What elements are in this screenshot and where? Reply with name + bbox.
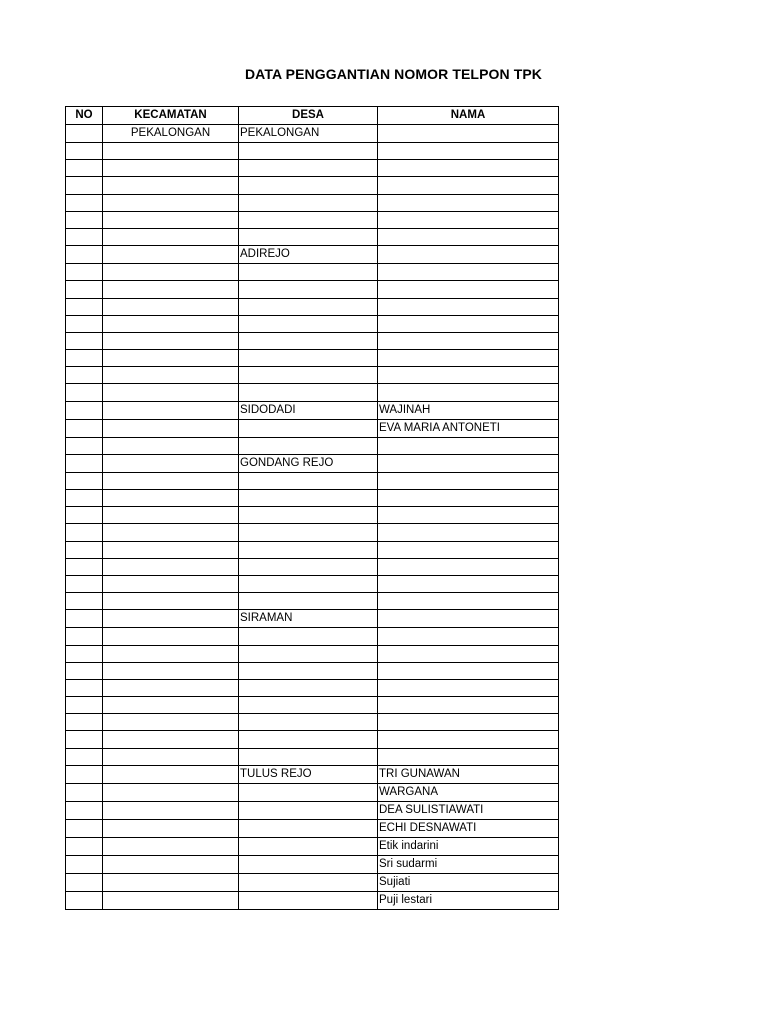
cell-no — [66, 837, 103, 855]
cell-kecamatan — [103, 228, 239, 245]
cell-desa — [239, 228, 378, 245]
cell-no — [66, 281, 103, 298]
cell-no — [66, 437, 103, 454]
table-row — [66, 679, 559, 696]
cell-nama — [378, 524, 559, 541]
cell-desa: GONDANG REJO — [239, 454, 378, 472]
cell-kecamatan — [103, 697, 239, 714]
cell-kecamatan — [103, 350, 239, 367]
table-row — [66, 541, 559, 558]
table-row — [66, 873, 559, 891]
cell-desa — [239, 748, 378, 765]
cell-no — [66, 541, 103, 558]
cell-kecamatan — [103, 315, 239, 332]
cell-no — [66, 419, 103, 437]
cell-desa: ADIREJO — [239, 246, 378, 264]
cell-nama — [378, 246, 559, 264]
table-row — [66, 610, 559, 628]
cell-nama — [378, 541, 559, 558]
cell-nama — [378, 472, 559, 489]
table-row — [66, 731, 559, 748]
cell-nama — [378, 125, 559, 143]
cell-kecamatan — [103, 454, 239, 472]
cell-desa — [239, 419, 378, 437]
cell-nama — [378, 367, 559, 384]
cell-kecamatan — [103, 332, 239, 349]
cell-nama — [378, 748, 559, 765]
cell-no — [66, 194, 103, 211]
cell-desa — [239, 873, 378, 891]
cell-no — [66, 801, 103, 819]
cell-kecamatan — [103, 731, 239, 748]
cell-no — [66, 610, 103, 628]
cell-nama — [378, 593, 559, 610]
cell-desa: TULUS REJO — [239, 765, 378, 783]
cell-kecamatan — [103, 783, 239, 801]
cell-kecamatan — [103, 281, 239, 298]
cell-nama — [378, 697, 559, 714]
cell-nama — [378, 490, 559, 507]
cell-no — [66, 873, 103, 891]
cell-kecamatan — [103, 714, 239, 731]
cell-desa — [239, 714, 378, 731]
table-row — [66, 194, 559, 211]
table-row — [66, 628, 559, 645]
cell-kecamatan — [103, 367, 239, 384]
table-row — [66, 143, 559, 160]
cell-desa — [239, 855, 378, 873]
cell-no — [66, 177, 103, 194]
cell-nama: Puji lestari — [378, 891, 559, 909]
cell-nama — [378, 714, 559, 731]
cell-desa — [239, 281, 378, 298]
cell-no — [66, 558, 103, 575]
table-row — [66, 507, 559, 524]
cell-nama — [378, 315, 559, 332]
cell-nama: TRI GUNAWAN — [378, 765, 559, 783]
table-row — [66, 401, 559, 419]
cell-desa — [239, 194, 378, 211]
cell-kecamatan — [103, 593, 239, 610]
cell-no — [66, 679, 103, 696]
cell-nama: Sujiati — [378, 873, 559, 891]
header-nama: NAMA — [378, 107, 559, 125]
cell-nama — [378, 384, 559, 401]
cell-no — [66, 384, 103, 401]
table-row — [66, 490, 559, 507]
cell-desa — [239, 645, 378, 662]
cell-nama — [378, 228, 559, 245]
cell-desa — [239, 628, 378, 645]
cell-no — [66, 575, 103, 592]
cell-nama — [378, 628, 559, 645]
table-row — [66, 524, 559, 541]
cell-no — [66, 211, 103, 228]
cell-kecamatan — [103, 873, 239, 891]
table-row — [66, 228, 559, 245]
cell-kecamatan — [103, 472, 239, 489]
cell-nama — [378, 160, 559, 177]
table-row — [66, 837, 559, 855]
cell-desa: SIDODADI — [239, 401, 378, 419]
cell-no — [66, 662, 103, 679]
cell-no — [66, 645, 103, 662]
cell-nama — [378, 281, 559, 298]
table-row — [66, 211, 559, 228]
cell-nama — [378, 575, 559, 592]
cell-kecamatan — [103, 819, 239, 837]
cell-no — [66, 160, 103, 177]
cell-no — [66, 264, 103, 281]
table-row — [66, 748, 559, 765]
cell-desa — [239, 437, 378, 454]
cell-desa — [239, 783, 378, 801]
cell-desa — [239, 731, 378, 748]
cell-kecamatan — [103, 748, 239, 765]
cell-desa — [239, 524, 378, 541]
header-no: NO — [66, 107, 103, 125]
cell-desa — [239, 837, 378, 855]
cell-nama — [378, 211, 559, 228]
cell-kecamatan — [103, 679, 239, 696]
cell-desa — [239, 350, 378, 367]
data-table — [65, 106, 559, 910]
cell-desa — [239, 662, 378, 679]
table-row — [66, 472, 559, 489]
cell-nama: EVA MARIA ANTONETI — [378, 419, 559, 437]
table-header-row — [66, 107, 559, 125]
cell-desa: PEKALONGAN — [239, 125, 378, 143]
cell-nama — [378, 610, 559, 628]
cell-kecamatan — [103, 662, 239, 679]
table-body — [66, 125, 559, 910]
cell-no — [66, 367, 103, 384]
table-row — [66, 177, 559, 194]
cell-kecamatan — [103, 143, 239, 160]
table-row — [66, 801, 559, 819]
table-row — [66, 558, 559, 575]
table-row — [66, 891, 559, 909]
table-row — [66, 819, 559, 837]
cell-no — [66, 891, 103, 909]
cell-desa — [239, 472, 378, 489]
table-row — [66, 160, 559, 177]
cell-kecamatan — [103, 645, 239, 662]
cell-no — [66, 783, 103, 801]
table-row — [66, 125, 559, 143]
cell-kecamatan — [103, 264, 239, 281]
table-row — [66, 281, 559, 298]
cell-no — [66, 507, 103, 524]
header-desa: DESA — [239, 107, 378, 125]
table-row — [66, 855, 559, 873]
cell-kecamatan — [103, 765, 239, 783]
cell-kecamatan — [103, 384, 239, 401]
cell-kecamatan — [103, 524, 239, 541]
cell-desa — [239, 575, 378, 592]
cell-no — [66, 472, 103, 489]
table-row — [66, 332, 559, 349]
table-row — [66, 315, 559, 332]
cell-nama: DEA SULISTIAWATI — [378, 801, 559, 819]
cell-no — [66, 593, 103, 610]
cell-desa — [239, 143, 378, 160]
cell-no — [66, 765, 103, 783]
cell-nama — [378, 350, 559, 367]
cell-desa — [239, 384, 378, 401]
cell-nama — [378, 679, 559, 696]
table-row — [66, 697, 559, 714]
cell-nama: WAJINAH — [378, 401, 559, 419]
cell-kecamatan — [103, 891, 239, 909]
cell-desa — [239, 367, 378, 384]
cell-kecamatan — [103, 401, 239, 419]
table-row — [66, 662, 559, 679]
cell-kecamatan — [103, 419, 239, 437]
cell-no — [66, 246, 103, 264]
cell-desa — [239, 264, 378, 281]
cell-desa — [239, 541, 378, 558]
cell-nama — [378, 332, 559, 349]
cell-desa — [239, 507, 378, 524]
cell-desa — [239, 801, 378, 819]
cell-nama: ECHI DESNAWATI — [378, 819, 559, 837]
cell-kecamatan — [103, 541, 239, 558]
cell-kecamatan — [103, 610, 239, 628]
cell-no — [66, 401, 103, 419]
cell-nama — [378, 143, 559, 160]
cell-no — [66, 143, 103, 160]
cell-desa — [239, 298, 378, 315]
cell-kecamatan — [103, 558, 239, 575]
cell-nama — [378, 662, 559, 679]
cell-desa — [239, 697, 378, 714]
cell-desa: SIRAMAN — [239, 610, 378, 628]
cell-nama — [378, 264, 559, 281]
table-row — [66, 419, 559, 437]
table-row — [66, 593, 559, 610]
cell-desa — [239, 593, 378, 610]
table-row — [66, 714, 559, 731]
cell-no — [66, 350, 103, 367]
cell-kecamatan: PEKALONGAN — [103, 125, 239, 143]
cell-kecamatan — [103, 194, 239, 211]
cell-desa — [239, 490, 378, 507]
table-row — [66, 298, 559, 315]
cell-nama: Etik indarini — [378, 837, 559, 855]
cell-no — [66, 454, 103, 472]
cell-nama: Sri sudarmi — [378, 855, 559, 873]
cell-desa — [239, 332, 378, 349]
cell-kecamatan — [103, 575, 239, 592]
cell-desa — [239, 160, 378, 177]
cell-nama — [378, 298, 559, 315]
cell-no — [66, 298, 103, 315]
cell-kecamatan — [103, 437, 239, 454]
page-title: DATA PENGGANTIAN NOMOR TELPON TPK — [244, 66, 543, 82]
table-row — [66, 367, 559, 384]
cell-desa — [239, 558, 378, 575]
table-row — [66, 765, 559, 783]
table-row — [66, 783, 559, 801]
cell-nama — [378, 558, 559, 575]
cell-desa — [239, 177, 378, 194]
table-row — [66, 575, 559, 592]
table-row — [66, 437, 559, 454]
cell-kecamatan — [103, 211, 239, 228]
cell-kecamatan — [103, 837, 239, 855]
cell-kecamatan — [103, 855, 239, 873]
cell-no — [66, 819, 103, 837]
cell-no — [66, 628, 103, 645]
cell-kecamatan — [103, 507, 239, 524]
table-row — [66, 350, 559, 367]
cell-kecamatan — [103, 801, 239, 819]
cell-no — [66, 697, 103, 714]
cell-no — [66, 731, 103, 748]
cell-desa — [239, 679, 378, 696]
cell-nama — [378, 437, 559, 454]
cell-nama — [378, 645, 559, 662]
cell-no — [66, 524, 103, 541]
cell-kecamatan — [103, 246, 239, 264]
table-row — [66, 645, 559, 662]
cell-desa — [239, 315, 378, 332]
cell-nama — [378, 731, 559, 748]
table-row — [66, 246, 559, 264]
cell-desa — [239, 211, 378, 228]
cell-no — [66, 125, 103, 143]
cell-no — [66, 332, 103, 349]
header-kecamatan: KECAMATAN — [103, 107, 239, 125]
cell-nama — [378, 507, 559, 524]
table-row — [66, 384, 559, 401]
cell-kecamatan — [103, 490, 239, 507]
cell-no — [66, 228, 103, 245]
cell-no — [66, 855, 103, 873]
cell-nama — [378, 194, 559, 211]
cell-desa — [239, 819, 378, 837]
cell-nama — [378, 177, 559, 194]
cell-kecamatan — [103, 177, 239, 194]
cell-no — [66, 748, 103, 765]
table-row — [66, 454, 559, 472]
cell-no — [66, 714, 103, 731]
cell-nama: WARGANA — [378, 783, 559, 801]
cell-desa — [239, 891, 378, 909]
cell-kecamatan — [103, 160, 239, 177]
cell-kecamatan — [103, 298, 239, 315]
cell-nama — [378, 454, 559, 472]
cell-kecamatan — [103, 628, 239, 645]
table-row — [66, 264, 559, 281]
cell-no — [66, 490, 103, 507]
cell-no — [66, 315, 103, 332]
